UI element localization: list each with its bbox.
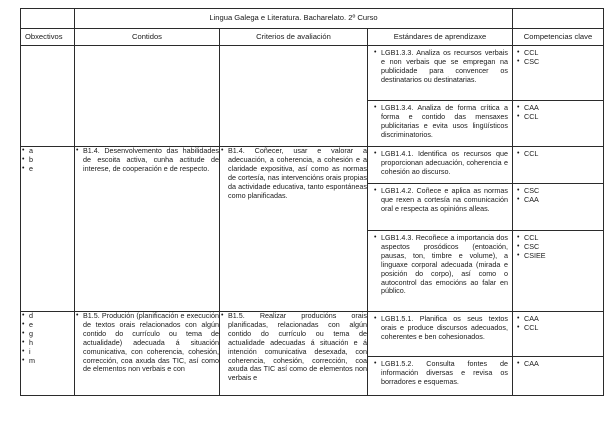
standard-cell: [368, 46, 513, 101]
objective-item: • b: [21, 156, 74, 165]
criteria-cell-c: [220, 312, 368, 396]
standard-list: [373, 104, 508, 140]
contents-cell-a: [75, 46, 220, 147]
standard-item: • LGB1.4.3. Recoñece a importancia dos aspectos prosódicos (entoación, pausas, ton, timbre e volume), a linguaxe corporal adecuada (mirada e posición do corpo), así como o autocontrol das emocións ao falar en público.: [373, 234, 508, 296]
objectives-cell-a: [21, 46, 75, 147]
competence-item: • CAA: [516, 315, 599, 324]
objective-item: • m: [21, 357, 74, 366]
competence-item: • CCL: [516, 324, 599, 333]
standard-list: [373, 49, 508, 85]
header-standards: Estándares de aprendizaxe: [368, 29, 513, 46]
table-row-block-c: [21, 312, 604, 357]
objective-item: • i: [21, 348, 74, 357]
objectives-cell-c: [21, 312, 75, 396]
objective-item: • a: [21, 147, 74, 156]
criteria-cell-a: [220, 46, 368, 147]
objective-item: • e: [21, 165, 74, 174]
competence-cell: [513, 231, 604, 312]
criteria-cell-b: [220, 147, 368, 312]
header-contents: Contidos: [75, 29, 220, 46]
competence-item: • CCL: [516, 49, 599, 58]
competence-item: • CSC: [516, 58, 599, 67]
competence-item: • CAA: [516, 196, 599, 205]
standard-cell: [368, 231, 513, 312]
header-competences: Competencias clave: [513, 29, 604, 46]
header-criteria: Criterios de avaliación: [220, 29, 368, 46]
content-item: • B1.5. Produción (planificación e execución de textos orais relacionados con algún contido do currículo ou tema de actualidade) adecuada á situación comunicativa, con coherencia, cohesión, corrección, coa axuda das TIC, así como de elementos non verbais e con: [75, 312, 219, 374]
criterion-item: • B1.5. Realizar producións orais planificadas, relacionadas con algún contido do currículo ou tema de actualidade adecuadas á situación e á intención comunicativa desexada, con coherencia, cohesión, corrección, coa axuda das TIC así como de elementos non verbais e: [220, 312, 367, 383]
criterion-item: • B1.4. Coñecer, usar e valorar a adecuación, a coherencia, a cohesión e a claridade expositiva, así como as normas de cortesía, nas intervencións orais propias da actividade educativa, tanto espontáneas como planificadas.: [220, 147, 367, 200]
competence-item: • CCL: [516, 150, 599, 159]
content-item: • B1.4. Desenvolvemento das habilidades de escoita activa, cunha actitude de interese, de cooperación e de respecto.: [75, 147, 219, 174]
competence-item: • CSC: [516, 187, 599, 196]
standard-cell: [368, 312, 513, 357]
title-blank-cell: [21, 9, 75, 29]
standard-item: • LGB1.3.3. Analiza os recursos verbais e non verbais que se empregan na publicidade para convencer os destinatarios ou destinatarias.: [373, 49, 508, 85]
objectives-list: [21, 147, 74, 174]
competence-cell: [513, 357, 604, 396]
competence-cell: [513, 101, 604, 147]
table-title: Lingua Galega e Literatura. Bacharelato. 2º Curso: [75, 9, 513, 29]
header-objectives: Obxectivos: [21, 29, 75, 46]
standard-cell: [368, 184, 513, 231]
contents-cell-c: [75, 312, 220, 396]
curriculum-table: [20, 8, 604, 396]
competence-cell: [513, 184, 604, 231]
standard-cell: [368, 101, 513, 147]
standard-item: • LGB1.5.1. Planifica os seus textos orais e produce discursos adecuados, coherentes e ben cohesionados.: [373, 315, 508, 342]
table-row-block-b: [21, 147, 604, 184]
competence-item: • CAA: [516, 104, 599, 113]
standard-item: • LGB1.5.2. Consulta fontes de información diversas e revisa os borradores e esquemas.: [373, 360, 508, 387]
competence-item: • CSC: [516, 243, 599, 252]
header-row: [21, 29, 604, 46]
competence-list: [516, 104, 599, 122]
title-row: [21, 9, 604, 29]
objective-item: • d: [21, 312, 74, 321]
objective-item: • h: [21, 339, 74, 348]
competence-cell: [513, 312, 604, 357]
standard-cell: [368, 147, 513, 184]
objective-item: • e: [21, 321, 74, 330]
competence-cell: [513, 46, 604, 101]
competence-cell: [513, 147, 604, 184]
competence-item: • CSIEE: [516, 252, 599, 261]
competence-list: [516, 49, 599, 67]
contents-cell-b: [75, 147, 220, 312]
standard-cell: [368, 357, 513, 396]
competence-item: • CAA: [516, 360, 599, 369]
standard-item: • LGB1.4.2. Coñece e aplica as normas que rexen a cortesía na comunicación oral e respecta as opinións alleas.: [373, 187, 508, 214]
standard-item: • LGB1.3.4. Analiza de forma crítica a forma e contido das mensaxes publicitarias e evita usos lingüísticos discriminatorios.: [373, 104, 508, 140]
standard-item: • LGB1.4.1. Identifica os recursos que proporcionan adecuación, coherencia e cohesión ao discurso.: [373, 150, 508, 177]
competence-item: • CCL: [516, 113, 599, 122]
title-blank-cell-right: [513, 9, 604, 29]
table-row-block-a: [21, 46, 604, 101]
competence-item: • CCL: [516, 234, 599, 243]
objective-item: • g: [21, 330, 74, 339]
objectives-cell-b: [21, 147, 75, 312]
